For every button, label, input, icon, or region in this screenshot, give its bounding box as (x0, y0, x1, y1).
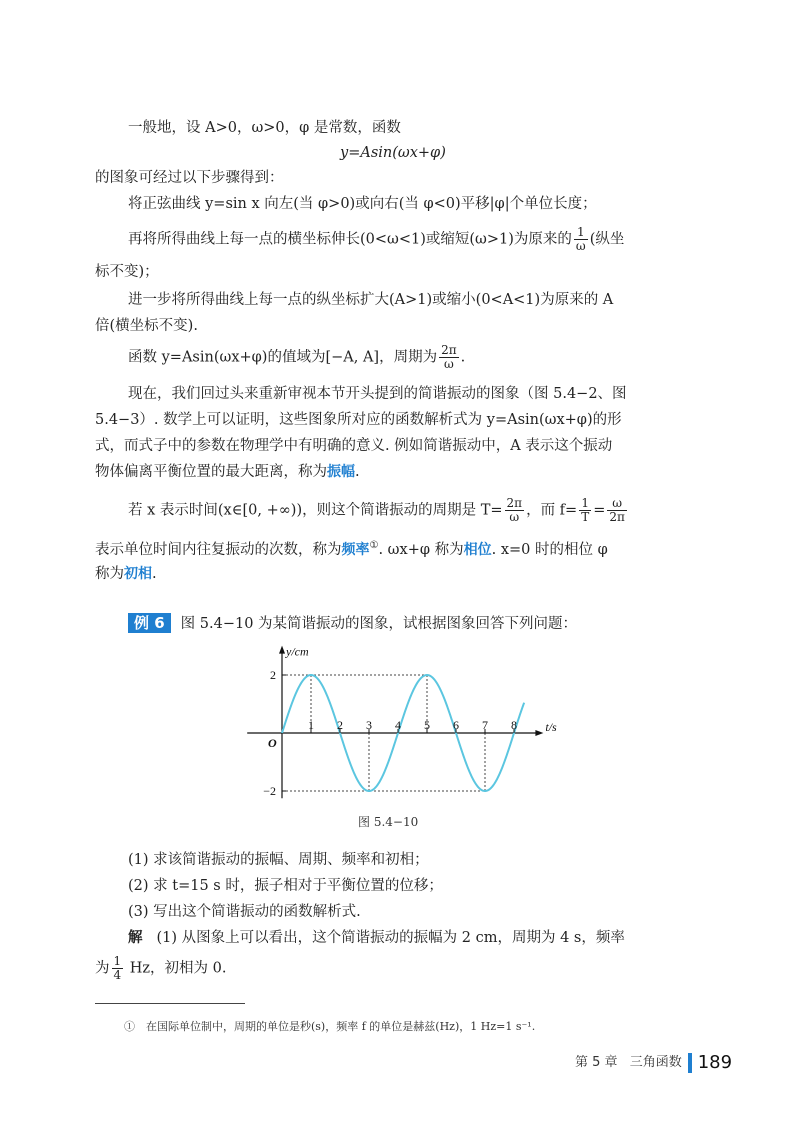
para-review-1: 现在，我们回过头来重新审视本节开头提到的简谐振动的图象（图 5.4−2、图 (128, 386, 627, 402)
initial-phase-lead: 称为 (95, 566, 124, 582)
frac-denominator: ω (575, 239, 586, 254)
question-3: (3) 写出这个简谐振动的函数解析式. (128, 904, 361, 920)
fraction-one-over-t (579, 497, 591, 524)
frac-numerator: 1 (574, 226, 588, 240)
x-tick-label-4: 4 (395, 718, 401, 732)
para-initial-phase (95, 566, 157, 583)
range-tail: . (460, 349, 466, 366)
sine-wave-chart (240, 645, 560, 805)
x-tick-label-2: 2 (337, 718, 343, 732)
x-tick-label-5: 5 (424, 718, 430, 732)
term-amplitude: 振幅 (327, 464, 355, 480)
fraction-one-over-omega (574, 226, 588, 253)
frac-numerator: ω (607, 497, 627, 511)
initial-phase-text: . x=0 时的相位 φ (491, 541, 608, 558)
solution-pre: 为 (95, 960, 110, 977)
fraction-omega-over-two-pi (607, 497, 627, 524)
frac-denominator: 2π (609, 510, 625, 525)
equals-sign: = (593, 502, 606, 519)
frac-numerator: 2π (441, 343, 457, 357)
y-tick-label-1: −2 (263, 784, 276, 798)
page-number: 189 (697, 1052, 733, 1073)
para-period-freq (128, 497, 629, 524)
initial-phase-tail: . (152, 566, 157, 582)
solution-post: Hz，初相为 0. (125, 960, 227, 977)
formula-general: y=Asin(ωx+φ) (340, 145, 446, 161)
solution-line-1 (128, 930, 625, 947)
footer-bar (688, 1053, 692, 1073)
para-range-period (128, 344, 465, 371)
para-step-shift: 将正弦曲线 y=sin x 向左(当 φ>0)或向右(当 φ<0)平移|φ|个单位长度； (128, 196, 597, 212)
figure-caption: 图 5.4−10 (358, 815, 419, 829)
question-1: (1) 求该简谐振动的振幅、周期、频率和初相； (128, 852, 429, 868)
x-tick-label-1: 1 (308, 718, 314, 732)
frac-denominator: 4 (113, 968, 122, 983)
origin-label: O (268, 736, 277, 750)
solution-line-2 (95, 955, 226, 982)
y-tick-label-0: 2 (270, 668, 276, 682)
para-review-4 (95, 464, 360, 481)
y-axis-label: y/cm (286, 644, 309, 659)
para-step-scale-cont: 倍(横坐标不变). (95, 318, 198, 334)
para-steps-lead: 的图象可经过以下步骤得到： (95, 170, 284, 186)
para-review-2: 5.4−3）. 数学上可以证明，这些图象所对应的函数解析式为 y=Asin(ωx+φ)的形 (95, 412, 622, 428)
fraction-period (505, 497, 525, 524)
example-tag: 例 6 (128, 613, 171, 633)
term-initial-phase: 初相 (124, 566, 152, 582)
x-tick-label-6: 6 (453, 718, 459, 732)
step-stretch-tail: (纵坐 (589, 231, 625, 248)
fraction-two-pi-over-omega (439, 344, 459, 371)
frac-numerator: 1 (113, 954, 122, 968)
frac-numerator: 2π (506, 496, 523, 510)
x-tick-label-7: 7 (482, 718, 488, 732)
x-tick-label-3: 3 (366, 718, 372, 732)
x-axis-label: t/s (545, 720, 557, 734)
frequency-text: 表示单位时间内往复振动的次数，称为 (95, 541, 342, 558)
chapter-label: 第 5 章 (575, 1055, 618, 1070)
period-text: 若 x 表示时间(x∈[0, +∞))，则这个简谐振动的周期是 T= (128, 502, 503, 519)
frac-denominator: ω (509, 510, 520, 525)
phase-text: . ωx+φ 称为 (378, 541, 464, 558)
footnote: ① 在国际单位制中，周期的单位是秒(s)，频率 f 的单位是赫兹(Hz)，1 Hz=1 s⁻¹. (124, 1020, 536, 1033)
frac-denominator: T (581, 510, 590, 525)
x-axis-arrow (535, 730, 543, 736)
question-2: (2) 求 t=15 s 时，振子相对于平衡位置的位移； (128, 878, 443, 894)
footnote-marker: ① (369, 540, 379, 551)
para-step-stretch-cont: 标不变)； (95, 264, 159, 280)
solution-label: 解 (128, 930, 143, 946)
para-frequency-phase (95, 540, 608, 559)
para-step-stretch (128, 226, 624, 253)
para-general-intro: 一般地，设 A>0，ω>0，φ 是常数，函数 (128, 120, 401, 136)
period-mid: ，而 f= (526, 502, 578, 519)
term-phase: 相位 (463, 541, 492, 558)
para-review-3: 式，而式子中的参数在物理学中有明确的意义. 例如简谐振动中，A 表示这个振动 (95, 438, 613, 454)
frac-numerator: 1 (579, 497, 591, 511)
example-text: 图 5.4−10 为某简谐振动的图象，试根据图象回答下列问题： (180, 616, 578, 632)
term-frequency: 频率 (341, 541, 370, 558)
review-text: 物体偏离平衡位置的最大距离，称为 (95, 464, 327, 480)
page-footer (575, 1051, 732, 1073)
step-stretch-text: 再将所得曲线上每一点的横坐标伸长(0<ω<1)或缩短(ω>1)为原来的 (128, 231, 572, 248)
footnote-divider (95, 1003, 245, 1004)
range-text: 函数 y=Asin(ωx+φ)的值域为[−A, A]，周期为 (128, 349, 438, 366)
solution-text: (1) 从图象上可以看出，这个简谐振动的振幅为 2 cm，周期为 4 s，频率 (156, 930, 625, 946)
fraction-one-quarter (112, 955, 124, 982)
review-tail: . (355, 464, 360, 480)
x-axis-ticks (308, 718, 517, 733)
para-step-scale: 进一步将所得曲线上每一点的纵坐标扩大(A>1)或缩小(0<A<1)为原来的 A (128, 292, 614, 308)
x-tick-label-8: 8 (511, 718, 517, 732)
y-axis-arrow (279, 646, 285, 654)
chapter-title: 三角函数 (629, 1055, 682, 1070)
example-6 (128, 613, 577, 633)
frac-denominator: ω (443, 357, 454, 372)
